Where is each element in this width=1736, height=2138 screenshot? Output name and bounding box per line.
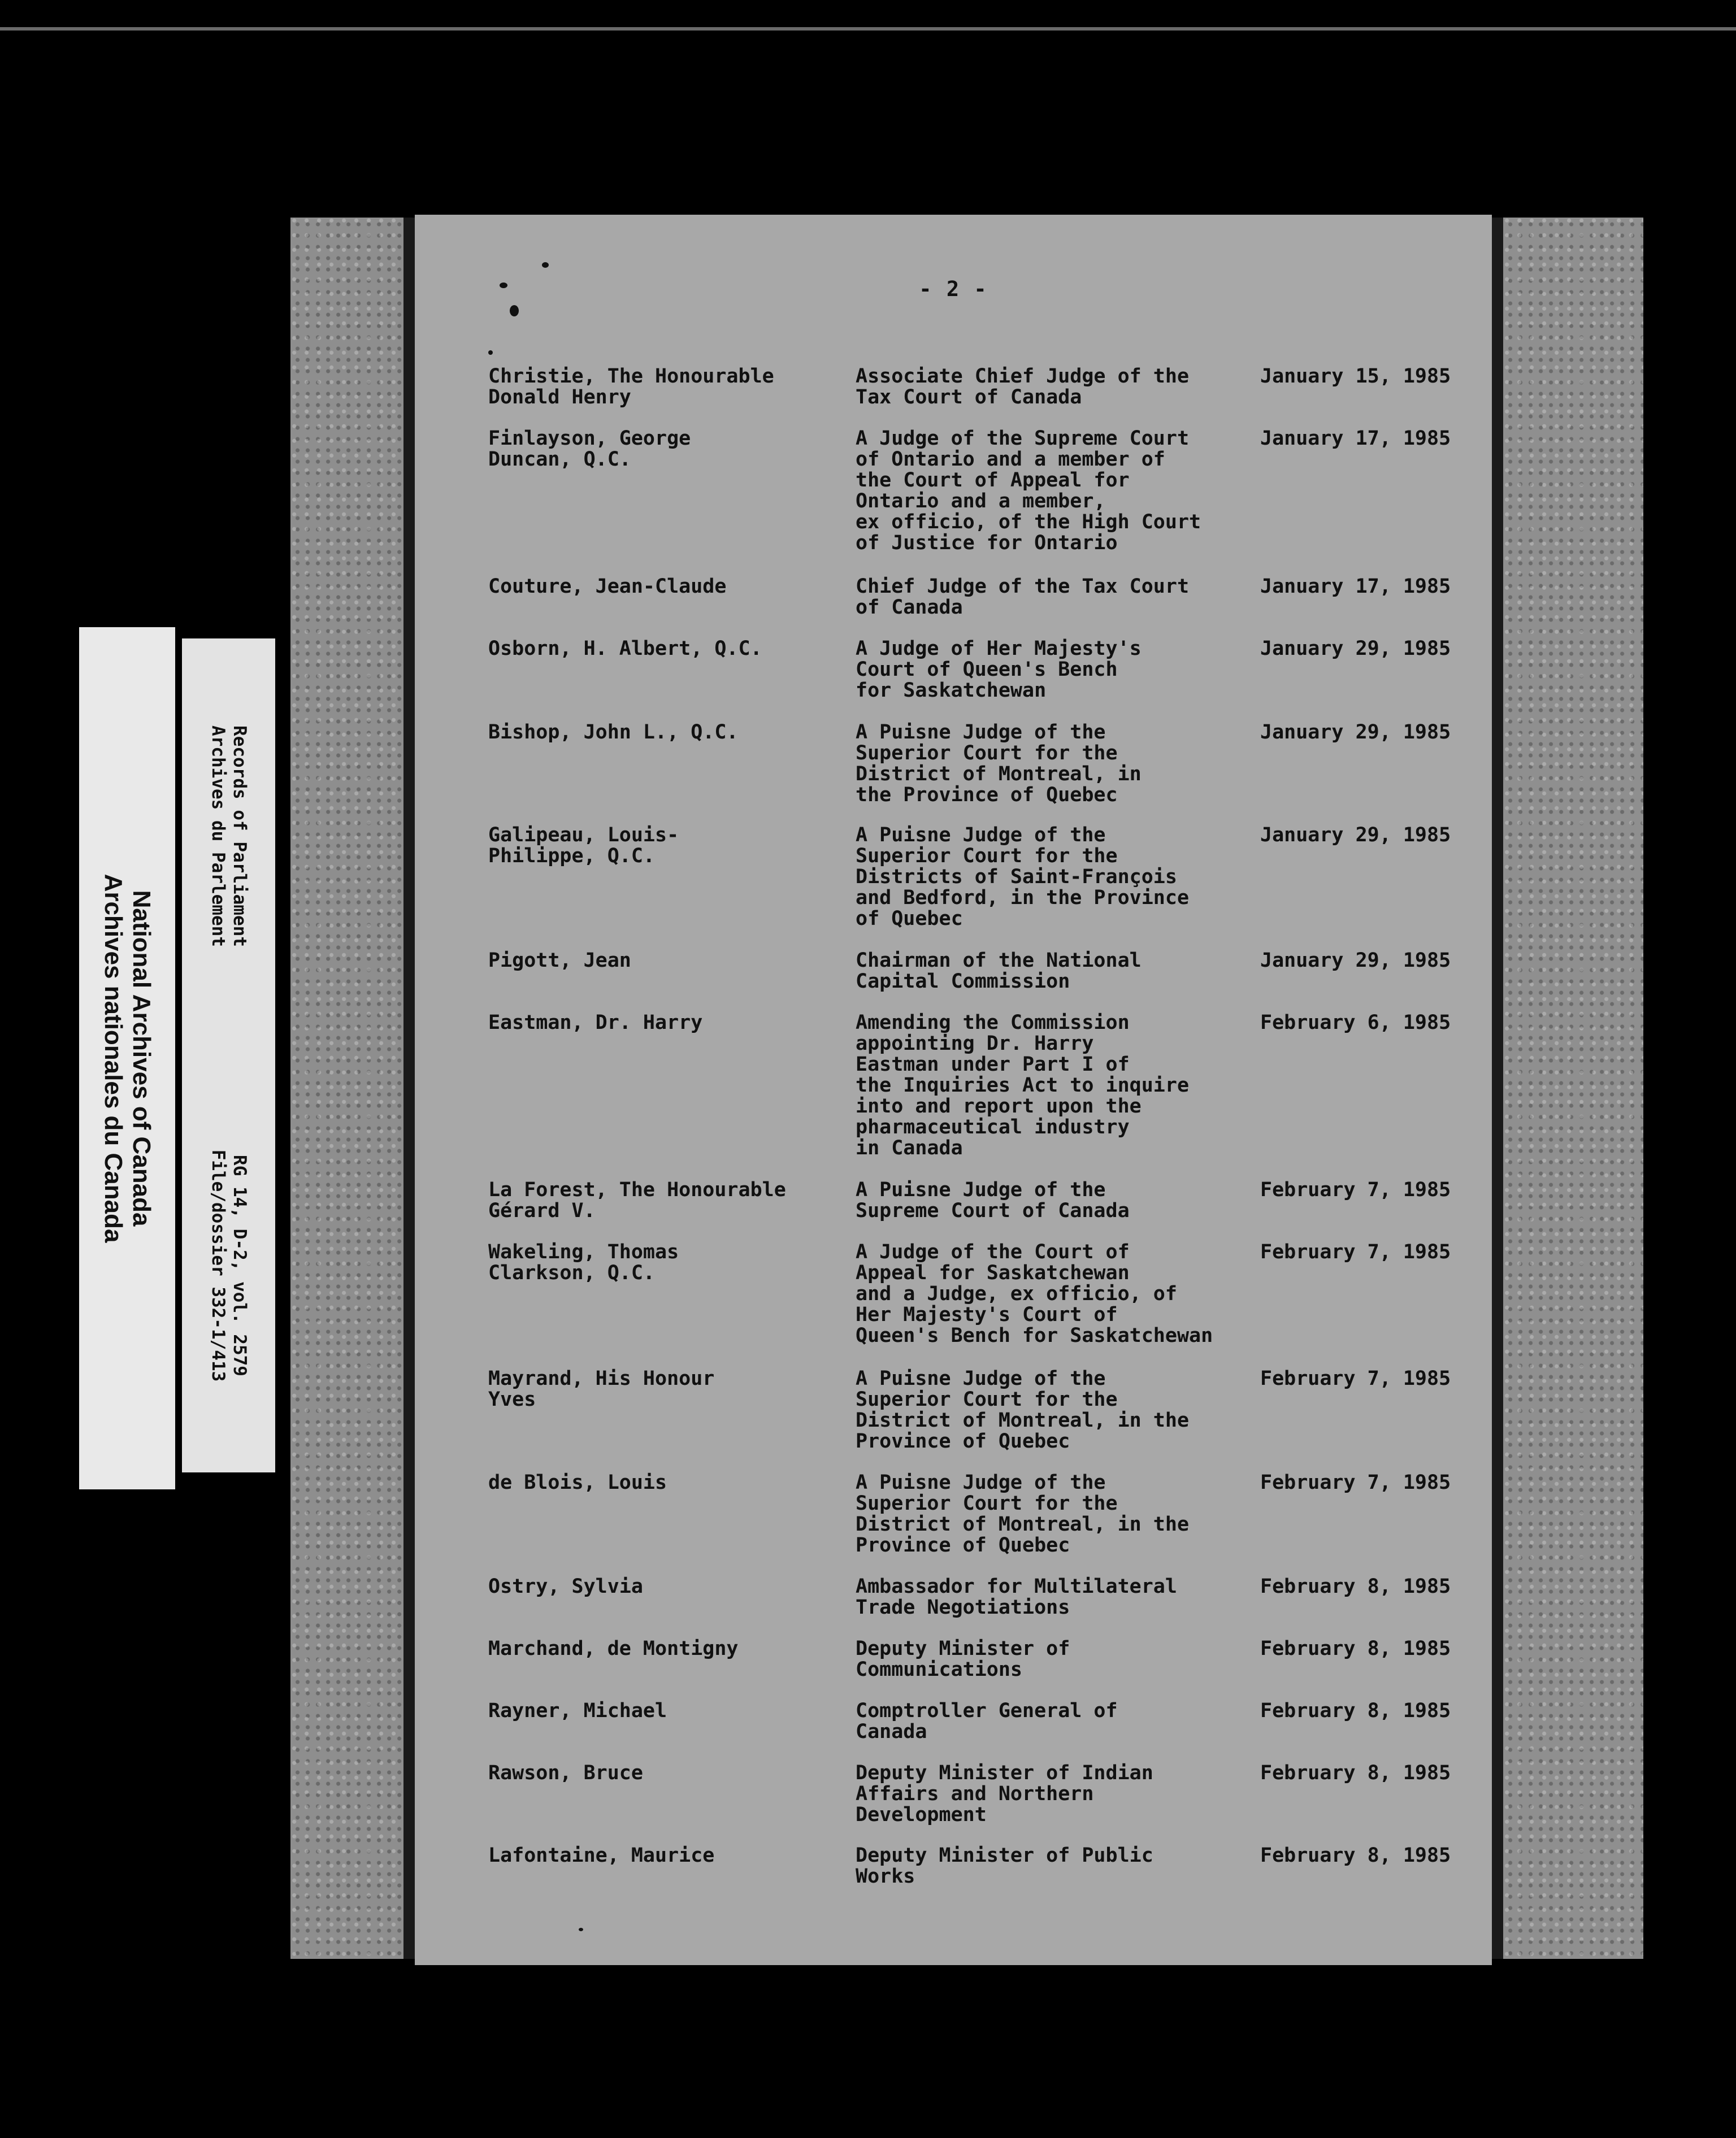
page-edge-right <box>1503 218 1643 1959</box>
scan-speck <box>500 283 507 288</box>
appointee-name: Mayrand, His Honour Yves <box>488 1367 715 1411</box>
records-label-line3: RG 14, D-2, vol. 2579 <box>229 1155 250 1376</box>
appointment-entry <box>488 1011 1451 1159</box>
appointment-date: January 17, 1985 <box>1260 575 1451 598</box>
page-number: - 2 - <box>919 277 988 301</box>
appointment-entry <box>488 1368 1449 1473</box>
appointee-name: Pigott, Jean <box>488 949 631 972</box>
appointee-name: Osborn, H. Albert, Q.C. <box>488 637 762 660</box>
scan-speck <box>488 350 493 355</box>
appointment-title: Deputy Minister of Communications <box>856 1637 1070 1681</box>
records-label-top <box>207 667 250 1006</box>
appointment-title: A Puisne Judge of the Superior Court for the District of Montreal, in the Province of Quebec <box>856 721 1142 806</box>
appointment-date: February 8, 1985 <box>1260 1700 1451 1722</box>
appointment-entry <box>488 1242 1449 1346</box>
appointment-title: A Judge of Her Majesty's Court of Queen's Bench for Saskatchewan <box>856 637 1142 702</box>
appointment-date: February 7, 1985 <box>1260 1367 1451 1390</box>
appointee-name: Marchand, de Montigny <box>488 1637 739 1660</box>
appointment-title: Associate Chief Judge of the Tax Court of Canada <box>856 365 1190 409</box>
appointment-date: January 17, 1985 <box>1260 427 1451 450</box>
appointment-title: A Judge of the Court of Appeal for Saskatchewan and a Judge, ex officio, of Her Majesty's Court of Queen's Bench for Saskatchewan <box>856 1241 1213 1347</box>
appointee-name: Wakeling, Thomas Clarkson, Q.C. <box>488 1241 679 1284</box>
appointment-date: January 29, 1985 <box>1260 949 1451 972</box>
appointment-title: Deputy Minister of Public Works <box>856 1844 1153 1888</box>
appointment-title: A Puisne Judge of the Superior Court for the Districts of Saint-François and Bedford, in the Province of Quebec <box>856 824 1190 930</box>
appointee-name: La Forest, The Honourable Gérard V. <box>488 1179 786 1222</box>
appointee-name: Finlayson, George Duncan, Q.C. <box>488 427 691 471</box>
records-parliament-label <box>182 638 275 1472</box>
archive-label-line1: National Archives of Canada <box>128 890 155 1227</box>
records-label-line1: Records of Parliament <box>229 725 250 947</box>
appointment-date: January 29, 1985 <box>1260 824 1451 846</box>
appointee-name: Galipeau, Louis- Philippe, Q.C. <box>488 824 679 867</box>
archive-label-line2: Archives nationales du Canada <box>99 874 127 1243</box>
appointment-date: February 6, 1985 <box>1260 1011 1451 1034</box>
appointee-name: Ostry, Sylvia <box>488 1575 643 1598</box>
page-edge-gap-left <box>403 218 415 1959</box>
appointment-date: February 7, 1985 <box>1260 1179 1451 1201</box>
appointment-title: Ambassador for Multilateral Trade Negotiations <box>856 1575 1177 1619</box>
scan-speck <box>542 262 549 268</box>
appointment-title: A Puisne Judge of the Superior Court for the District of Montreal, in the Province of Quebec <box>856 1471 1190 1557</box>
records-label-line2: Archives du Parlement <box>207 725 228 947</box>
appointment-title: A Judge of the Supreme Court of Ontario and a member of the Court of Appeal for Ontario and a member, ex officio, of the High Court of Justice for Ontario <box>856 427 1201 554</box>
appointment-title: A Puisne Judge of the Supreme Court of Canada <box>856 1179 1130 1222</box>
scan-speck <box>510 305 519 316</box>
page-edge-gap-right <box>1492 218 1503 1959</box>
document-page <box>415 215 1492 1965</box>
appointment-date: January 15, 1985 <box>1260 365 1451 388</box>
appointment-date: February 8, 1985 <box>1260 1762 1451 1784</box>
appointment-title: Deputy Minister of Indian Affairs and Northern Development <box>856 1762 1153 1826</box>
appointee-name: Lafontaine, Maurice <box>488 1844 715 1867</box>
appointment-title: Amending the Commission appointing Dr. Harry Eastman under Part I of the Inquiries Act to inquire into and report upon the pharmaceutical industry in Canada <box>856 1011 1190 1159</box>
appointment-date: February 7, 1985 <box>1260 1471 1451 1494</box>
appointment-date: February 8, 1985 <box>1260 1575 1451 1598</box>
national-archives-label-text <box>99 691 155 1426</box>
appointment-entry <box>488 1472 1449 1577</box>
appointee-name: Eastman, Dr. Harry <box>488 1011 703 1034</box>
appointee-name: de Blois, Louis <box>488 1471 667 1494</box>
appointee-name: Bishop, John L., Q.C. <box>488 721 739 744</box>
appointment-date: January 29, 1985 <box>1260 721 1451 744</box>
appointment-date: February 7, 1985 <box>1260 1241 1451 1263</box>
national-archives-label <box>79 627 175 1489</box>
records-label-line4: File/dossier 332-1/413 <box>207 1149 228 1382</box>
appointment-entry <box>488 427 1451 554</box>
appointment-date: February 8, 1985 <box>1260 1844 1451 1867</box>
appointment-entry <box>488 1845 1449 1950</box>
appointment-title: Comptroller General of Canada <box>856 1700 1118 1743</box>
appointee-name: Rawson, Bruce <box>488 1762 643 1784</box>
scanner-top-rule <box>0 27 1736 31</box>
appointment-date: January 29, 1985 <box>1260 637 1451 660</box>
records-label-bottom <box>207 1068 250 1463</box>
page-edge-left <box>290 218 403 1959</box>
appointment-entry <box>488 722 1449 827</box>
appointee-name: Rayner, Michael <box>488 1700 667 1722</box>
appointee-name: Christie, The Honourable Donald Henry <box>488 365 774 409</box>
appointment-title: Chairman of the National Capital Commission <box>856 949 1142 993</box>
appointment-date: February 8, 1985 <box>1260 1637 1451 1660</box>
appointee-name: Couture, Jean-Claude <box>488 575 727 598</box>
appointment-entry <box>488 825 1449 929</box>
appointment-title: Chief Judge of the Tax Court of Canada <box>856 575 1190 619</box>
appointment-title: A Puisne Judge of the Superior Court for the District of Montreal, in the Province of Quebec <box>856 1367 1190 1453</box>
